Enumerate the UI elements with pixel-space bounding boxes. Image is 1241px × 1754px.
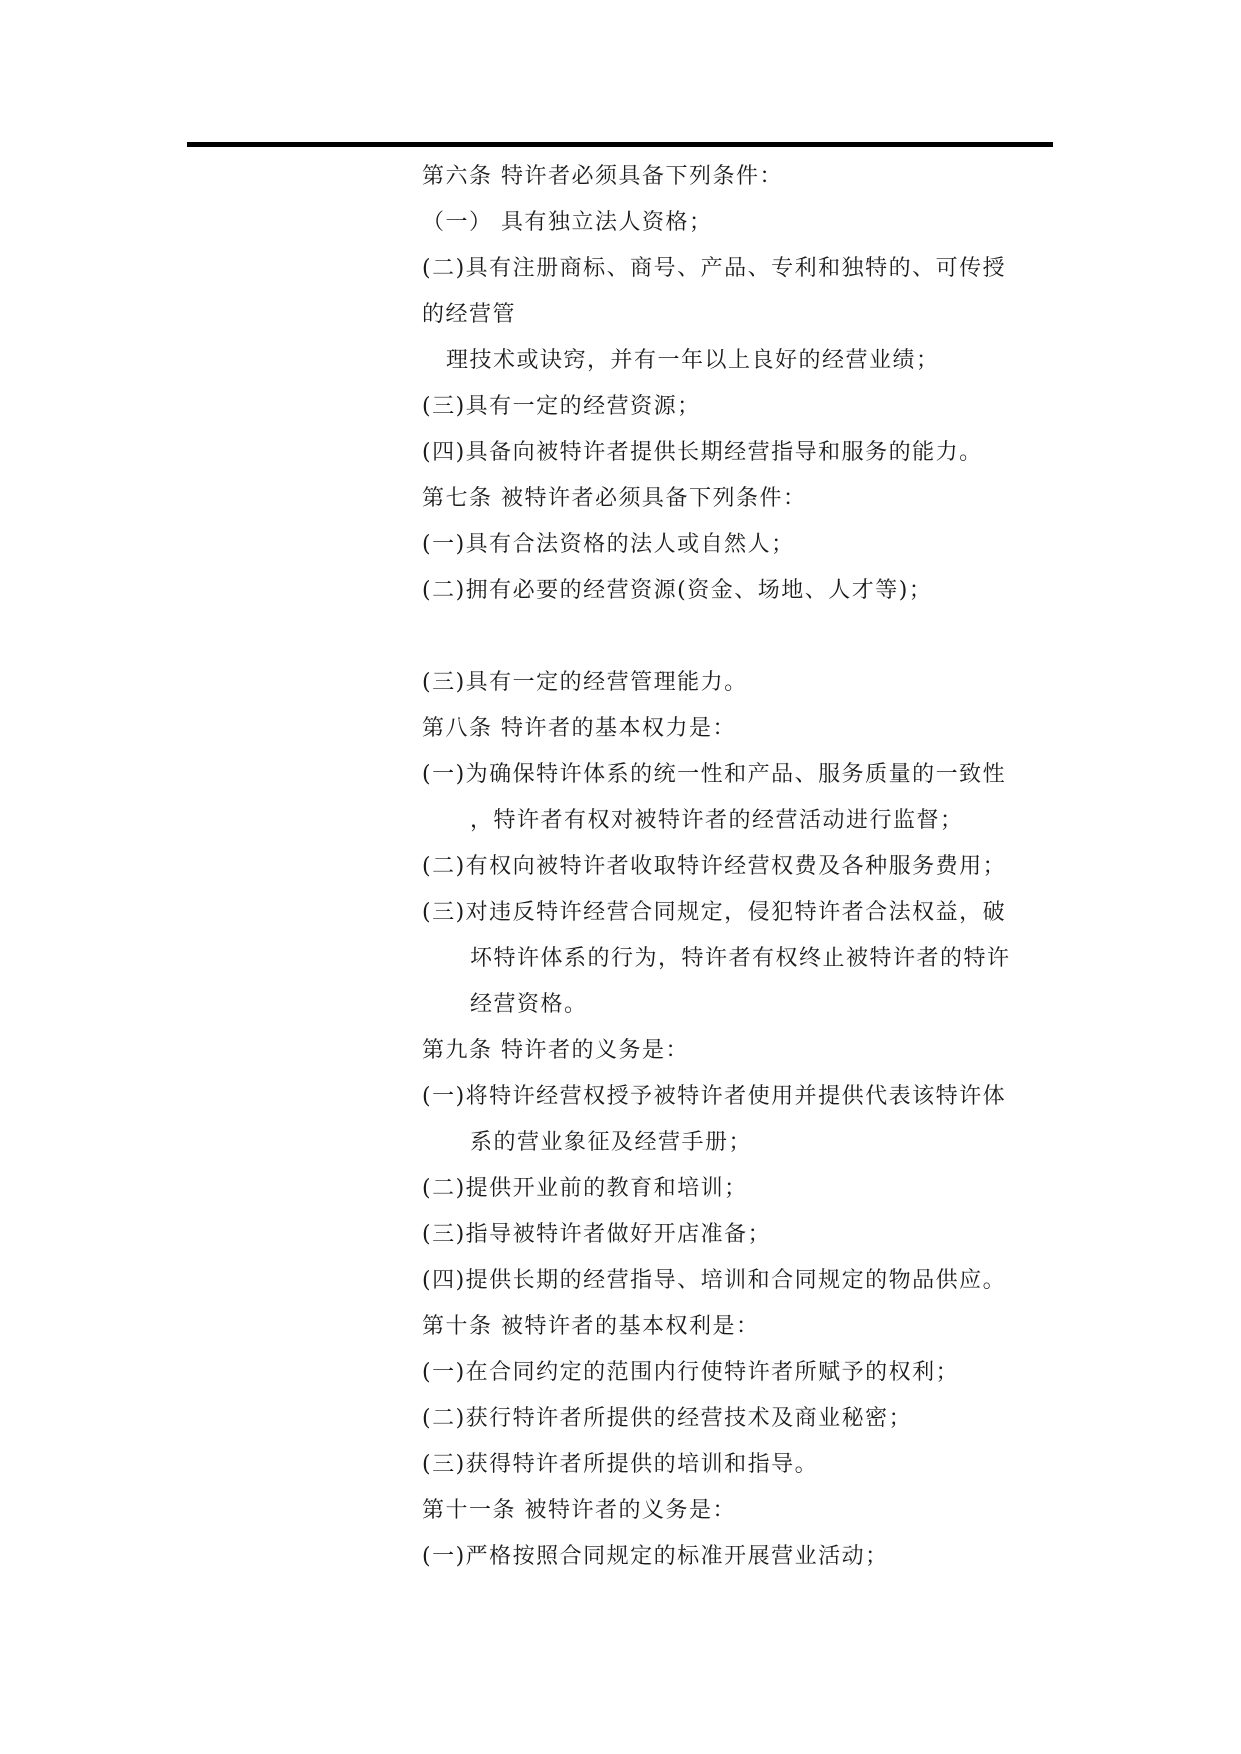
article-9-heading: 第九条 特许者的义务是： [422, 1038, 689, 1063]
article-7-item-3: (三)具有一定的经营管理能力。 [422, 670, 748, 695]
article-8-item-1-cont: ，特许者有权对被特许者的经营活动进行监督； [470, 808, 964, 833]
article-10-item-2: (二)获行特许者所提供的经营技术及商业秘密； [422, 1406, 913, 1431]
article-6-item-2: (二)具有注册商标、商号、产品、专利和独特的、可传授 [422, 256, 1007, 281]
article-8-item-3-cont: 坏特许体系的行为，特许者有权终止被特许者的特许 [470, 946, 1011, 971]
article-8-item-3: (三)对违反特许经营合同规定，侵犯特许者合法权益，破 [422, 900, 1007, 925]
article-6-item-1: （一） 具有独立法人资格； [422, 210, 713, 235]
article-6-item-2-cont2: 理技术或诀窍，并有一年以上良好的经营业绩； [446, 348, 940, 373]
article-10-item-3: (三)获得特许者所提供的培训和指导。 [422, 1452, 819, 1477]
article-6-heading: 第六条 特许者必须具备下列条件： [422, 164, 783, 189]
article-9-item-3: (三)指导被特许者做好开店准备； [422, 1222, 772, 1247]
article-11-item-1: (一)严格按照合同规定的标准开展营业活动； [422, 1544, 889, 1569]
article-7-item-1: (一)具有合法资格的法人或自然人； [422, 532, 795, 557]
article-9-item-1-cont: 系的营业象征及经营手册； [470, 1130, 753, 1155]
article-6-item-2-cont: 的经营管 [422, 302, 517, 327]
article-6-item-4: (四)具备向被特许者提供长期经营指导和服务的能力。 [422, 440, 983, 465]
article-9-item-1: (一)将特许经营权授予被特许者使用并提供代表该特许体 [422, 1084, 1007, 1109]
article-10-item-1: (一)在合同约定的范围内行使特许者所赋予的权利； [422, 1360, 960, 1385]
article-7-heading: 第七条 被特许者必须具备下列条件： [422, 486, 807, 511]
article-8-item-2: (二)有权向被特许者收取特许经营权费及各种服务费用； [422, 854, 1007, 879]
article-8-item-1: (一)为确保特许体系的统一性和产品、服务质量的一致性 [422, 762, 1007, 787]
article-9-item-4: (四)提供长期的经营指导、培训和合同规定的物品供应。 [422, 1268, 1007, 1293]
article-8-item-3-cont2: 经营资格。 [470, 992, 588, 1017]
article-7-item-2: (二)拥有必要的经营资源(资金、场地、人才等)； [422, 578, 933, 603]
article-11-heading: 第十一条 被特许者的义务是： [422, 1498, 736, 1523]
article-9-item-2: (二)提供开业前的教育和培训； [422, 1176, 748, 1201]
article-6-item-3: (三)具有一定的经营资源； [422, 394, 701, 419]
article-10-heading: 第十条 被特许者的基本权利是： [422, 1314, 760, 1339]
article-8-heading: 第八条 特许者的基本权力是： [422, 716, 736, 741]
